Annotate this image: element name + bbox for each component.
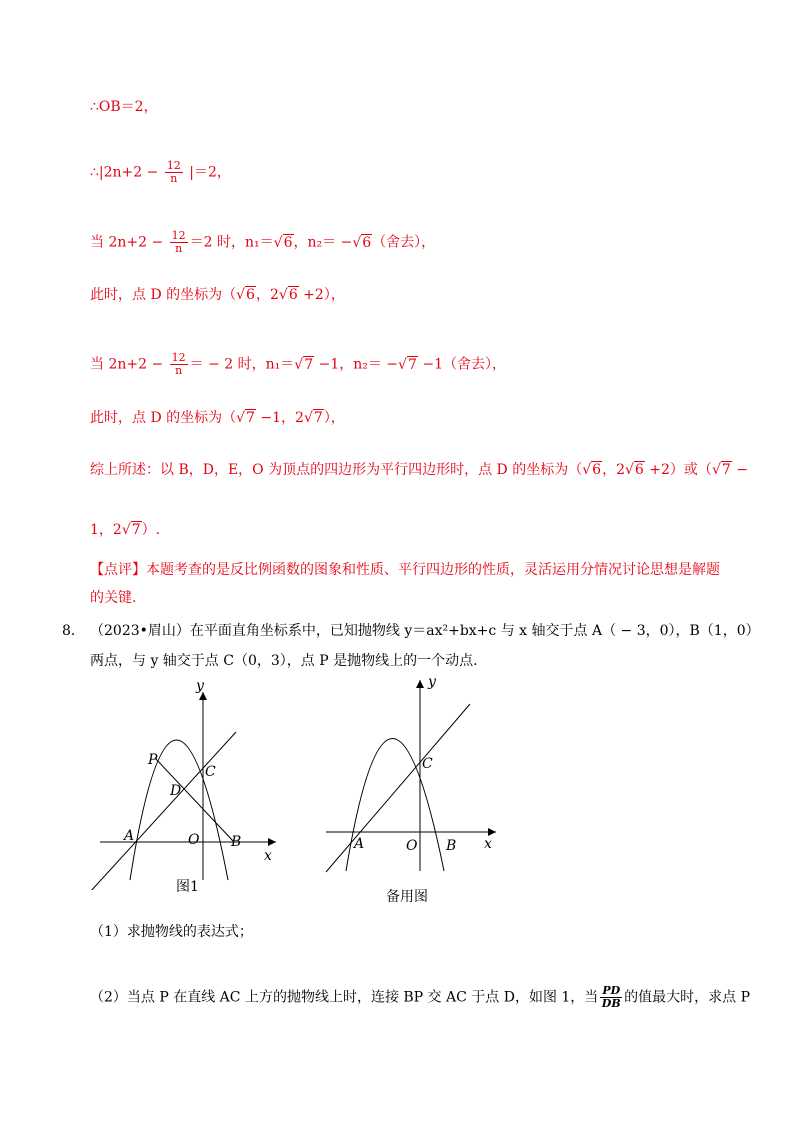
sqrt: √6	[278, 287, 298, 303]
text: ），	[323, 410, 345, 426]
text: ＝ − 2 时，	[189, 356, 266, 373]
figure-1-svg	[88, 680, 288, 890]
text: |＝2，	[184, 164, 231, 181]
label-o: O	[188, 832, 200, 848]
solution-line-7	[90, 460, 748, 480]
solution-line-5	[90, 352, 506, 377]
radicand: 6	[246, 287, 255, 303]
solution-line-2	[90, 160, 231, 185]
text: ∴OB＝2，	[90, 99, 158, 115]
problem-line-1	[90, 621, 760, 641]
sqrt: √7	[236, 410, 255, 426]
radicand: 7	[313, 410, 323, 426]
text: −1（舍去），	[417, 356, 506, 373]
problem-line-2	[90, 651, 478, 671]
radicand: 6	[283, 234, 293, 251]
denominator: n	[170, 172, 178, 185]
solution-line-1	[90, 97, 158, 117]
text: 此时，点 D 的坐标为（	[90, 287, 237, 303]
text: （2）当点 P 在直线 AC 上方的抛物线上时，连接 BP 交 AC 于点 D，如图 1，当	[90, 989, 599, 1006]
figure-2	[318, 676, 508, 886]
problem-number	[62, 621, 75, 641]
text: （1）求抛物线的表达式；	[90, 924, 253, 940]
label-a: A	[354, 836, 365, 852]
label-x: x	[264, 848, 272, 864]
comment-line-2	[90, 588, 136, 608]
label-d: D	[170, 783, 182, 799]
text: ＝2 时，	[189, 234, 246, 251]
text: 综上所述：以 B，D，E，O 为顶点的四边形为平行四边形时，点 D 的坐标为（	[90, 462, 583, 478]
radicand: 7	[721, 462, 731, 478]
numerator: 12	[166, 159, 181, 172]
label-y: y	[428, 676, 436, 690]
text: −1，n₂＝ −	[314, 356, 399, 373]
text: ∴|2n+2 −	[90, 164, 163, 181]
text: 的值最大时，求点 P	[624, 989, 750, 1006]
solution-line-6	[90, 408, 345, 428]
label-b: B	[446, 838, 457, 854]
text: +2）或（	[644, 462, 712, 478]
text: 1，2	[90, 522, 122, 538]
text: ，2	[602, 462, 625, 478]
y-axis-arrow	[416, 680, 424, 688]
fraction	[170, 230, 188, 255]
text: 当 2n+2 −	[90, 356, 168, 373]
solution-line-8	[90, 520, 160, 540]
text: （2023•眉山）在平面直角坐标系中，已知抛物线 y＝ax²+bx+c 与 x 轴交于点 A（ − 3，0），B（1，0）	[90, 623, 760, 639]
sqrt: √7	[121, 522, 141, 538]
text: 图1	[176, 879, 199, 895]
sqrt: √6	[582, 462, 602, 478]
solution-line-4	[90, 285, 345, 305]
text: +2），	[298, 287, 345, 303]
numerator: 12	[171, 229, 186, 242]
text: 此时，点 D 的坐标为（	[90, 410, 237, 426]
comment-line-1	[90, 560, 720, 580]
label-o: O	[406, 838, 418, 854]
sqrt: √6	[236, 287, 255, 303]
label-x: x	[484, 836, 492, 852]
parabola	[130, 740, 228, 880]
text: ，2	[255, 287, 279, 303]
numerator: PD	[602, 984, 621, 997]
sqrt: √7	[398, 356, 417, 373]
sqrt: √6	[273, 234, 293, 251]
text: 两点，与 y 轴交于点 C（0，3），点 P 是抛物线上的一个动点.	[90, 653, 478, 669]
figure-1	[88, 680, 288, 890]
radicand: 6	[362, 234, 372, 251]
text: （舍去），	[372, 234, 436, 251]
fraction	[170, 352, 188, 377]
fraction	[600, 985, 622, 1010]
label-p: P	[148, 752, 158, 768]
sqrt: √6	[352, 234, 372, 251]
question-2	[90, 985, 750, 1010]
figure-2-caption	[386, 886, 428, 906]
denominator: DB	[601, 997, 621, 1010]
label-c: C	[205, 764, 216, 780]
line-ac	[90, 732, 236, 890]
radicand: 7	[407, 356, 417, 373]
radicand: 6	[288, 287, 298, 303]
radicand: 7	[304, 356, 314, 373]
text: 8.	[62, 623, 76, 639]
text: 的关键.	[90, 590, 137, 606]
sqrt: √7	[303, 410, 323, 426]
radicand: 6	[634, 462, 644, 478]
numerator: 12	[171, 351, 186, 364]
label-y: y	[196, 680, 204, 694]
radicand: 6	[592, 462, 602, 478]
text: n₁＝	[245, 234, 274, 251]
sqrt: √7	[711, 462, 731, 478]
sqrt: √6	[625, 462, 644, 478]
text: ）.	[141, 522, 161, 538]
text: 当 2n+2 −	[90, 234, 168, 251]
figure-2-svg	[318, 676, 508, 886]
text: −	[731, 462, 748, 478]
label-b: B	[231, 834, 242, 850]
denominator: n	[175, 364, 183, 377]
figure-1-caption	[176, 876, 199, 896]
text: ，n₂＝ −	[293, 234, 353, 251]
text: n₁＝	[265, 356, 295, 373]
radicand: 7	[246, 410, 255, 426]
line-bp	[155, 758, 234, 842]
text: 备用图	[386, 889, 428, 905]
x-axis-arrow	[488, 828, 496, 836]
x-axis-arrow	[268, 838, 276, 846]
label-c: C	[422, 756, 433, 772]
sqrt: √7	[294, 356, 314, 373]
text: 【点评】本题考查的是反比例函数的图象和性质、平行四边形的性质，灵活运用分情况讨论思想是解题	[90, 562, 720, 578]
fraction	[165, 160, 183, 185]
solution-line-3	[90, 230, 435, 255]
radicand: 7	[131, 522, 141, 538]
label-a: A	[124, 828, 135, 844]
text: −1，2	[255, 410, 304, 426]
question-1	[90, 922, 253, 942]
denominator: n	[175, 242, 183, 255]
